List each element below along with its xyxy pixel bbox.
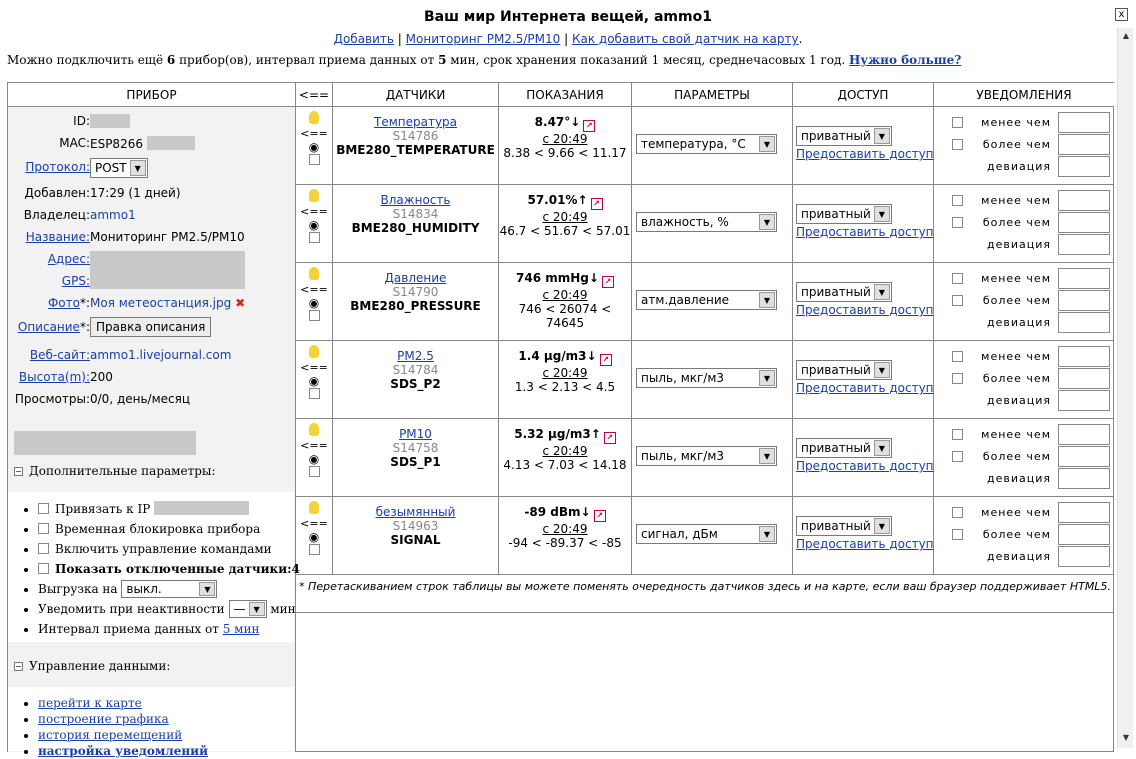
ip-redacted [154, 501, 249, 515]
trend-icon: ↑ [577, 193, 588, 207]
device-table [7, 82, 1114, 758]
redacted-block [14, 431, 196, 455]
show-disabled-checkbox[interactable] [38, 563, 49, 574]
more-than-checkbox[interactable] [952, 529, 963, 540]
reading-time-link[interactable]: с 20:49 [542, 288, 588, 302]
history-link[interactable]: история перемещений [38, 728, 183, 742]
sensor-checkbox[interactable] [309, 310, 320, 321]
grant-access-link[interactable]: Предоставить доступ [796, 381, 934, 395]
col-arrow: <== [296, 83, 333, 107]
add-link[interactable]: Добавить [333, 32, 394, 46]
chevron-down-icon: ▼ [130, 160, 146, 176]
chevron-down-icon: ▼ [759, 526, 775, 542]
access-cell [793, 263, 934, 340]
chart-icon[interactable]: ↗ [604, 432, 616, 444]
col-notifications: УВЕДОМЛЕНИЯ [934, 83, 1114, 107]
row-controls [296, 419, 333, 496]
grant-access-link[interactable]: Предоставить доступ [796, 225, 934, 239]
website-row: Веб-сайт: ammo1.livejournal.com [29, 348, 232, 362]
sensor-cell [333, 263, 499, 340]
notify-cell: менее чем более чем девиация [934, 107, 1114, 184]
param-select[interactable]: сигнал, дБм ▼ [636, 524, 777, 544]
notify-cell: менее чем более чем девиация [934, 263, 1114, 340]
row-controls [296, 497, 333, 574]
chevron-down-icon: ▼ [874, 362, 890, 378]
less-than-checkbox[interactable] [952, 273, 963, 284]
move-left-icon[interactable]: <== [300, 517, 328, 530]
lightbulb-icon[interactable] [309, 423, 319, 436]
sensor-row[interactable] [296, 185, 1114, 263]
enable-cmd-checkbox[interactable] [38, 543, 49, 554]
reading-time-link[interactable]: с 20:49 [542, 444, 588, 458]
sensor-id: S14786 [392, 129, 439, 143]
sensor-row[interactable] [296, 497, 1114, 575]
gps-link[interactable]: GPS: [61, 274, 90, 288]
need-more-link[interactable]: Нужно больше? [849, 53, 962, 67]
chart-icon[interactable]: ↗ [600, 354, 612, 366]
more-than-input[interactable] [1058, 290, 1110, 311]
name-row: Название: Мониторинг PM2.5/PM10 [25, 230, 245, 244]
less-than-input[interactable] [1058, 112, 1110, 133]
sensor-name-link[interactable]: безымянный [375, 505, 456, 519]
sensor-cell [333, 107, 499, 184]
access-cell [793, 341, 934, 418]
access-cell [793, 107, 934, 184]
sensor-cell [333, 497, 499, 574]
trend-icon: ↓ [588, 271, 599, 285]
lightbulb-icon[interactable] [309, 501, 319, 514]
lightbulb-icon[interactable] [309, 345, 319, 358]
sensor-id: S14963 [392, 519, 439, 533]
param-select[interactable]: пыль, мкг/м3 ▼ [636, 368, 777, 388]
less-than-checkbox[interactable] [952, 429, 963, 440]
temp-block-checkbox[interactable] [38, 523, 49, 534]
address-link[interactable]: Адрес: [47, 252, 90, 266]
enable-cmd-option: • Включить управление командами [38, 540, 294, 560]
notify-settings-link[interactable]: настройка уведомлений [38, 744, 208, 758]
less-than-checkbox[interactable] [952, 117, 963, 128]
move-left-icon[interactable]: <== [300, 361, 328, 374]
sensor-row[interactable] [296, 341, 1114, 419]
chevron-down-icon: ▼ [199, 582, 215, 596]
less-than-checkbox[interactable] [952, 195, 963, 206]
grant-access-link[interactable]: Предоставить доступ [796, 459, 934, 473]
footnote: * Перетаскиванием строк таблицы вы можете поменять очередность датчиков здесь и на карте, если ваш браузер поддерживает HTML5. [296, 575, 1114, 613]
reading-value: -89 dBm [524, 505, 581, 519]
sensor-code: BME280_PRESSURE [350, 299, 481, 313]
deviation-input[interactable] [1058, 234, 1110, 255]
interval-link[interactable]: 5 мин [222, 622, 260, 636]
vertical-scrollbar[interactable] [1117, 28, 1133, 748]
col-device: ПРИБОР [8, 83, 296, 107]
reading-cell [499, 341, 632, 418]
chevron-down-icon: ▼ [249, 602, 265, 616]
more-than-checkbox[interactable] [952, 451, 963, 462]
param-select[interactable]: атм.давление ▼ [636, 290, 777, 310]
collapse-icon: − [15, 662, 22, 671]
sensor-cell [333, 341, 499, 418]
more-than-checkbox[interactable] [952, 373, 963, 384]
access-cell [793, 185, 934, 262]
scroll-up-icon[interactable]: ▲ [1122, 31, 1130, 40]
sensor-id: S14784 [392, 363, 439, 377]
added-row: Добавлен: 17:29 (1 дней) [24, 186, 181, 200]
eye-icon[interactable]: ◉ [308, 140, 320, 154]
sensor-id: S14790 [392, 285, 439, 299]
row-controls [296, 263, 333, 340]
sensor-name-link[interactable]: Влажность [380, 193, 451, 207]
grant-access-link[interactable]: Предоставить доступ [796, 303, 934, 317]
description-link[interactable]: Описание [17, 320, 80, 334]
sensor-checkbox[interactable] [309, 388, 320, 399]
param-select[interactable]: температура, °C ▼ [636, 134, 777, 154]
chart-icon[interactable]: ↗ [594, 510, 606, 522]
eye-icon[interactable]: ◉ [308, 452, 320, 466]
protocol-select[interactable]: POST ▼ [90, 158, 148, 178]
more-than-input[interactable] [1058, 368, 1110, 389]
data-mgmt-header[interactable]: − Управление данными: [15, 659, 171, 673]
reading-value: 5.32 μg/m3 [514, 427, 591, 441]
trend-icon: ↓ [580, 505, 591, 519]
sensor-name-link[interactable]: Температура [373, 115, 458, 129]
col-sensors: ДАТЧИКИ [333, 83, 499, 107]
reading-range: 46.7 < 51.67 < 57.01 [499, 224, 631, 238]
page-title: Ваш мир Интернета вещей, ammo1 [424, 9, 712, 25]
chevron-down-icon: ▼ [874, 518, 890, 534]
sensor-checkbox[interactable] [309, 232, 320, 243]
bind-ip-option: • Привязать к IP [38, 500, 294, 520]
move-left-icon[interactable]: <== [300, 439, 328, 452]
access-cell [793, 497, 934, 574]
access-select[interactable]: приватный ▼ [796, 126, 892, 146]
export-select[interactable]: выкл. ▼ [121, 580, 217, 598]
more-than-input[interactable] [1058, 212, 1110, 233]
sensor-row[interactable] [296, 419, 1114, 497]
sensor-code: SIGNAL [390, 533, 441, 547]
description-row: Описание*: Правка описания [8, 317, 296, 339]
reading-range: 4.13 < 7.03 < 14.18 [503, 458, 627, 472]
edit-description-button[interactable]: Правка описания [90, 317, 211, 337]
reading-value: 8.47° [534, 115, 571, 129]
move-left-icon[interactable]: <== [300, 283, 328, 296]
monitoring-link[interactable]: Мониторинг PM2.5/PM10 [405, 32, 561, 46]
device-panel [8, 107, 300, 758]
reading-cell [499, 185, 632, 262]
sensor-name-link[interactable]: Давление [384, 271, 447, 285]
param-cell [632, 107, 793, 184]
sensor-row[interactable] [296, 107, 1114, 185]
sensor-checkbox[interactable] [309, 466, 320, 477]
show-disabled-option: • Показать отключенные датчики:4 [38, 560, 294, 580]
col-readings: ПОКАЗАНИЯ [499, 83, 632, 107]
more-than-input[interactable] [1058, 446, 1110, 467]
param-cell [632, 497, 793, 574]
id-redacted [90, 114, 130, 128]
grant-access-link[interactable]: Предоставить доступ [796, 147, 934, 161]
access-select[interactable]: приватный ▼ [796, 204, 892, 224]
chart-icon[interactable]: ↗ [591, 198, 603, 210]
param-cell [632, 341, 793, 418]
lightbulb-icon[interactable] [309, 189, 319, 202]
chevron-down-icon: ▼ [759, 448, 775, 464]
reading-value: 1.4 μg/m3 [518, 349, 587, 363]
sensor-checkbox[interactable] [309, 154, 320, 165]
chevron-down-icon: ▼ [874, 206, 890, 222]
id-row: ID: [8, 111, 296, 133]
reading-cell [499, 419, 632, 496]
reading-time-link[interactable]: с 20:49 [542, 210, 588, 224]
notify-cell: менее чем более чем девиация [934, 419, 1114, 496]
sensor-name-link[interactable]: PM10 [399, 427, 432, 441]
grant-access-link[interactable]: Предоставить доступ [796, 537, 934, 551]
trend-icon: ↓ [586, 349, 597, 363]
notify-cell: менее чем более чем девиация [934, 185, 1114, 262]
chevron-down-icon: ▼ [759, 136, 775, 152]
graph-link[interactable]: построение графика [38, 712, 169, 726]
access-select[interactable]: приватный ▼ [796, 360, 892, 380]
howto-link[interactable]: Как добавить свой датчик на карту [571, 32, 799, 46]
protocol-link[interactable]: Протокол: [25, 160, 90, 174]
chevron-down-icon: ▼ [759, 370, 775, 386]
sensor-id: S14834 [392, 207, 439, 221]
eye-icon[interactable]: ◉ [308, 296, 320, 310]
account-info: Можно подключить ещё 6 прибор(ов), интервал приема данных от 5 мин, срок хранения показаний 1 месяц, среднечасовых 1 год. Нужно больше? [7, 53, 962, 67]
sensor-checkbox[interactable] [309, 544, 320, 555]
height-row: Высота(m): 200 [18, 370, 113, 384]
mac-redacted [147, 136, 195, 150]
reading-value: 746 mmHg [516, 271, 589, 285]
sensor-row[interactable] [296, 263, 1114, 341]
less-than-input[interactable] [1058, 268, 1110, 289]
move-left-icon[interactable]: <== [300, 127, 328, 140]
more-than-input[interactable] [1058, 524, 1110, 545]
deviation-input[interactable] [1058, 312, 1110, 333]
eye-icon[interactable]: ◉ [308, 218, 320, 232]
scroll-down-icon[interactable]: ▼ [1122, 733, 1130, 742]
notify-cell: менее чем более чем девиация [934, 497, 1114, 574]
delete-icon[interactable]: ✖ [235, 296, 246, 310]
chart-icon[interactable]: ↗ [583, 120, 595, 132]
col-params: ПАРАМЕТРЫ [632, 83, 793, 107]
deviation-input[interactable] [1058, 546, 1110, 567]
reading-time-link[interactable]: с 20:49 [542, 522, 588, 536]
more-than-checkbox[interactable] [952, 139, 963, 150]
chevron-down-icon: ▼ [874, 284, 890, 300]
sensor-code: BME280_TEMPERATURE [336, 143, 495, 157]
reading-cell [499, 263, 632, 340]
more-than-input[interactable] [1058, 134, 1110, 155]
chart-icon[interactable]: ↗ [602, 276, 614, 288]
temp-block-option: • Временная блокировка прибора [38, 520, 294, 540]
reading-range: 8.38 < 9.66 < 11.17 [503, 146, 627, 160]
less-than-input[interactable] [1058, 502, 1110, 523]
notify-select[interactable]: — ▼ [229, 600, 267, 618]
lightbulb-icon[interactable] [309, 267, 319, 280]
access-select[interactable]: приватный ▼ [796, 516, 892, 536]
param-cell [632, 419, 793, 496]
views-row: Просмотры: 0/0, день/месяц [14, 392, 191, 406]
photo-row: Фото*: Моя метеостанция.jpg ✖ [47, 296, 246, 310]
less-than-input[interactable] [1058, 346, 1110, 367]
param-cell [632, 185, 793, 262]
name-link[interactable]: Название: [25, 230, 90, 244]
mac-row: MAC: ESP8266 [8, 133, 296, 155]
trend-icon: ↑ [590, 427, 601, 441]
height-link[interactable]: Высота(m): [18, 370, 90, 384]
param-cell [632, 263, 793, 340]
website-link[interactable]: Веб-сайт: [29, 348, 90, 362]
row-controls [296, 107, 333, 184]
export-option: • Выгрузка на выкл. ▼ [38, 580, 294, 600]
extra-params-panel [8, 492, 300, 642]
eye-icon[interactable]: ◉ [308, 374, 320, 388]
map-link[interactable]: перейти к карте [38, 696, 142, 710]
reading-cell [499, 497, 632, 574]
notify-cell: менее чем более чем девиация [934, 341, 1114, 418]
less-than-input[interactable] [1058, 190, 1110, 211]
reading-range: 746 < 26074 < 74645 [518, 302, 612, 330]
owner-row: Владелец: ammo1 [23, 208, 136, 222]
bind-ip-checkbox[interactable] [38, 503, 49, 514]
access-select[interactable]: приватный ▼ [796, 282, 892, 302]
notify-option: • Уведомить при неактивности — ▼ мин [38, 600, 294, 620]
data-mgmt-panel [8, 687, 294, 758]
deviation-input[interactable] [1058, 390, 1110, 411]
chevron-down-icon: ▼ [874, 128, 890, 144]
sensor-id: S14758 [392, 441, 439, 455]
deviation-input[interactable] [1058, 468, 1110, 489]
close-icon[interactable]: x [1115, 8, 1128, 21]
collapse-icon: − [15, 467, 22, 476]
chevron-down-icon: ▼ [759, 292, 775, 308]
trend-icon: ↓ [570, 115, 581, 129]
photo-link[interactable]: Фото [47, 296, 80, 310]
param-select[interactable]: влажность, % ▼ [636, 212, 777, 232]
access-select[interactable]: приватный ▼ [796, 438, 892, 458]
protocol-row [8, 157, 296, 179]
deviation-input[interactable] [1058, 156, 1110, 177]
access-cell [793, 419, 934, 496]
lightbulb-icon[interactable] [309, 111, 319, 124]
reading-range: -94 < -89.37 < -85 [508, 536, 622, 550]
top-links: Добавить | Мониторинг PM2.5/PM10 | Как добавить свой датчик на карту. [333, 32, 803, 46]
chevron-down-icon: ▼ [874, 440, 890, 456]
sensor-name-link[interactable]: PM2.5 [397, 349, 434, 363]
col-access: ДОСТУП [793, 83, 934, 107]
sensor-code: SDS_P2 [390, 377, 441, 391]
reading-value: 57.01% [527, 193, 578, 207]
reading-cell [499, 107, 632, 184]
move-left-icon[interactable]: <== [300, 205, 328, 218]
row-controls [296, 341, 333, 418]
reading-time-link[interactable]: с 20:49 [542, 132, 588, 146]
more-than-checkbox[interactable] [952, 217, 963, 228]
sensor-cell [333, 419, 499, 496]
location-redacted [90, 251, 245, 289]
reading-time-link[interactable]: с 20:49 [542, 366, 588, 380]
eye-icon[interactable]: ◉ [308, 530, 320, 544]
sensor-code: BME280_HUMIDITY [351, 221, 480, 235]
param-select[interactable]: пыль, мкг/м3 ▼ [636, 446, 777, 466]
sensor-cell [333, 185, 499, 262]
less-than-checkbox[interactable] [952, 351, 963, 362]
sensor-code: SDS_P1 [390, 455, 441, 469]
reading-range: 1.3 < 2.13 < 4.5 [514, 380, 616, 394]
less-than-checkbox[interactable] [952, 507, 963, 518]
row-controls [296, 185, 333, 262]
chevron-down-icon: ▼ [759, 214, 775, 230]
less-than-input[interactable] [1058, 424, 1110, 445]
extra-params-header[interactable]: − Дополнительные параметры: [15, 464, 216, 478]
interval-option: • Интервал приема данных от 5 мин [38, 620, 294, 640]
more-than-checkbox[interactable] [952, 295, 963, 306]
